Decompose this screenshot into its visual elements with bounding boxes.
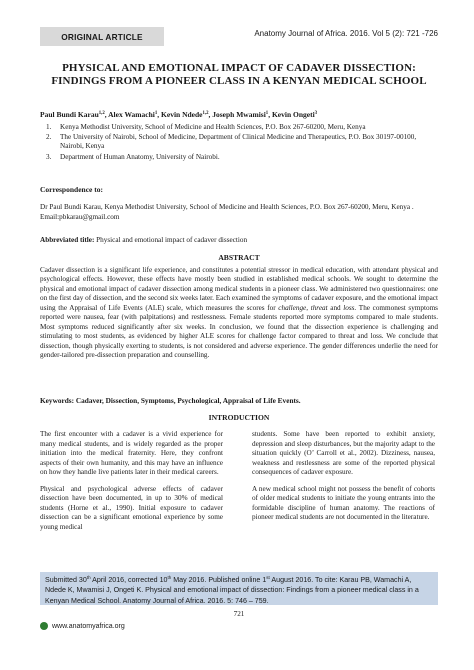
footer-ordinal: th [167, 575, 172, 580]
intro-right-column [252, 430, 435, 530]
affiliation-list [40, 123, 438, 163]
abstract-emphasis: challenge [278, 303, 307, 312]
intro-paragraph: students. Some have been reported to exhibit anxiety, depression and sleep disturbances, but the majority adapt to the situation quickly (O’ Carroll et al., 2002). Dizziness, nausea, weakness and restlessness are some of the reported physical consequences of cadaver exposure. [252, 430, 435, 476]
author-affiliation-mark: 1,2 [202, 111, 209, 116]
intro-paragraph: Physical and psychological adverse effects of cadaver dissection have been documented, in up to 30% of medical students (Horne et al., 1990). Initial exposure to cadaver dissection can be a significant emotional experience by some young medical [40, 484, 223, 531]
author-separator: , [208, 110, 213, 119]
footer-text: April 2016, corrected 10 [90, 576, 168, 584]
author-separator: , [157, 110, 162, 119]
introduction-heading: INTRODUCTION [208, 413, 270, 422]
website-footer [40, 622, 125, 630]
author-separator: , [268, 110, 272, 119]
abbreviated-title-text: Physical and emotional impact of cadaver dissection [94, 236, 248, 244]
abstract-heading: ABSTRACT [218, 253, 260, 262]
footer-text: August 2016. To cite: Karau PB, Wamachi A, Ndede K, Mwamisi J, Ongeti K. Physical and emotional impact of dissection: Findings from a pioneer medical class in a Kenyan Medical School. Anatomy Journal of Africa. 2016. 5: 746 – 759. [45, 576, 419, 605]
abstract-text: and [327, 303, 344, 312]
author-list [40, 110, 438, 119]
affiliation-item [40, 133, 438, 151]
affiliation-text: Department of Human Anatomy, University of Nairobi. [60, 152, 220, 161]
affiliation-item [40, 153, 438, 162]
abstract-text: Cadaver dissection is a significant life experience, and constitutes a potential stressor in medical education, with attendant physical and psychological effects. However, these effects have mostly been studied in established medical schools. We sought to determine the physical and emotional impact of cadaver dissection among medical students in a pioneer class. We administered two questionnaires: one on the first day of dissection, and the second six weeks later. Each examined the symptoms of cadaver exposure, and the emotional impact using the Appraisal of Life Events (ALE) scale, which measures the scores for [40, 266, 438, 312]
author-name: Alex Wamachi [108, 110, 155, 119]
footer-ordinal: th [86, 575, 91, 580]
journal-citation-header: Anatomy Journal of Africa. 2016. Vol 5 (2): 721 -726 [254, 29, 438, 38]
affiliation-number: 3. [46, 152, 52, 161]
author-affiliation-mark: 1,2 [98, 111, 105, 116]
affiliation-text: Kenya Methodist University, School of Medicine and Health Sciences, P.O. Box 267-60200, Meru, Kenya [60, 123, 366, 131]
affiliation-number: 1. [46, 123, 52, 131]
article-type-badge: ORIGINAL ARTICLE [40, 27, 164, 46]
abbreviated-title [40, 236, 247, 244]
author-affiliation-mark: 3 [314, 111, 318, 116]
abstract-body [40, 266, 438, 361]
footer-text: May 2016. Published online 1 [171, 576, 267, 584]
keywords: Keywords: Cadaver, Dissection, Symptoms, Psychological, Appraisal of Life Events. [40, 396, 301, 405]
author-name: Kevin Ongeti [271, 110, 315, 119]
author-name: Kevin Ndede [161, 110, 203, 119]
author-affiliation-mark: 1 [154, 111, 158, 116]
author-affiliation-mark: 1 [265, 111, 269, 116]
author-name: Paul Bundi Karau [40, 110, 99, 119]
affiliation-text: The University of Nairobi, School of Medicine, Department of Clinical Medicine and Therapeutics, P.O. Box 30197-00100, Nairobi, Kenya [60, 133, 417, 151]
intro-left-column [40, 430, 223, 539]
article-title: PHYSICAL AND EMOTIONAL IMPACT OF CADAVER DISSECTION: FINDINGS FROM A PIONEER CLASS IN A KENYAN MEDICAL SCHOOL [51, 62, 427, 87]
globe-icon [40, 622, 48, 630]
page-number: 721 [233, 610, 245, 618]
abstract-text: The commonest symptoms reported were nausea, fear (with palpitations) and restlessness. Female students reported more symptoms compared to male students. Most symptoms reduced significantly after six weeks. In conclusion, we found that the dissection experience is challenging and stimulating to most students, as evidenced by higher ALE scores for challenge factor compared to threat and loss. We conclude that dissection, though physically exerting to students, is not considered and adverse experience. The gender differences underlie the need for gender-tailored pre-dissection preparation and counselling. [40, 303, 438, 360]
abbreviated-title-label: Abbreviated title: [40, 236, 95, 244]
affiliation-number: 2. [46, 133, 52, 142]
author-separator: , [104, 110, 109, 119]
abstract-emphasis: threat [310, 303, 328, 312]
website-link[interactable]: www.anatomyafrica.org [52, 622, 125, 630]
affiliation-item [40, 123, 438, 132]
author-name: Joseph Mwamisi [212, 110, 266, 119]
footer-text: Submitted 30 [45, 576, 87, 584]
citation-footer [40, 572, 438, 605]
correspondence-heading: Correspondence to: [40, 185, 103, 194]
abstract-text: , [306, 303, 311, 312]
footer-ordinal: st [266, 575, 270, 580]
intro-paragraph: A new medical school might not possess the benefit of cohorts of older medical students to initiate the young entrants into the formidable discipline of human anatomy. The reactions of pioneer medical students are not documented in the literature. [252, 484, 435, 521]
abstract-emphasis: loss. [343, 303, 357, 312]
intro-paragraph: The first encounter with a cadaver is a vivid experience for many medical students, and is widely regarded as the proper initiation into the medical fraternity. Here, they confront aspects of their own humanity, and this may have an influence on how they handle live patients later in their medical careers. [40, 430, 223, 476]
correspondence-text: Dr Paul Bundi Karau, Kenya Methodist University, School of Medicine and Health Sciences, P.O. Box 267-60200, Meru, Kenya . Email:pbkarau@gmail.com [40, 203, 414, 221]
